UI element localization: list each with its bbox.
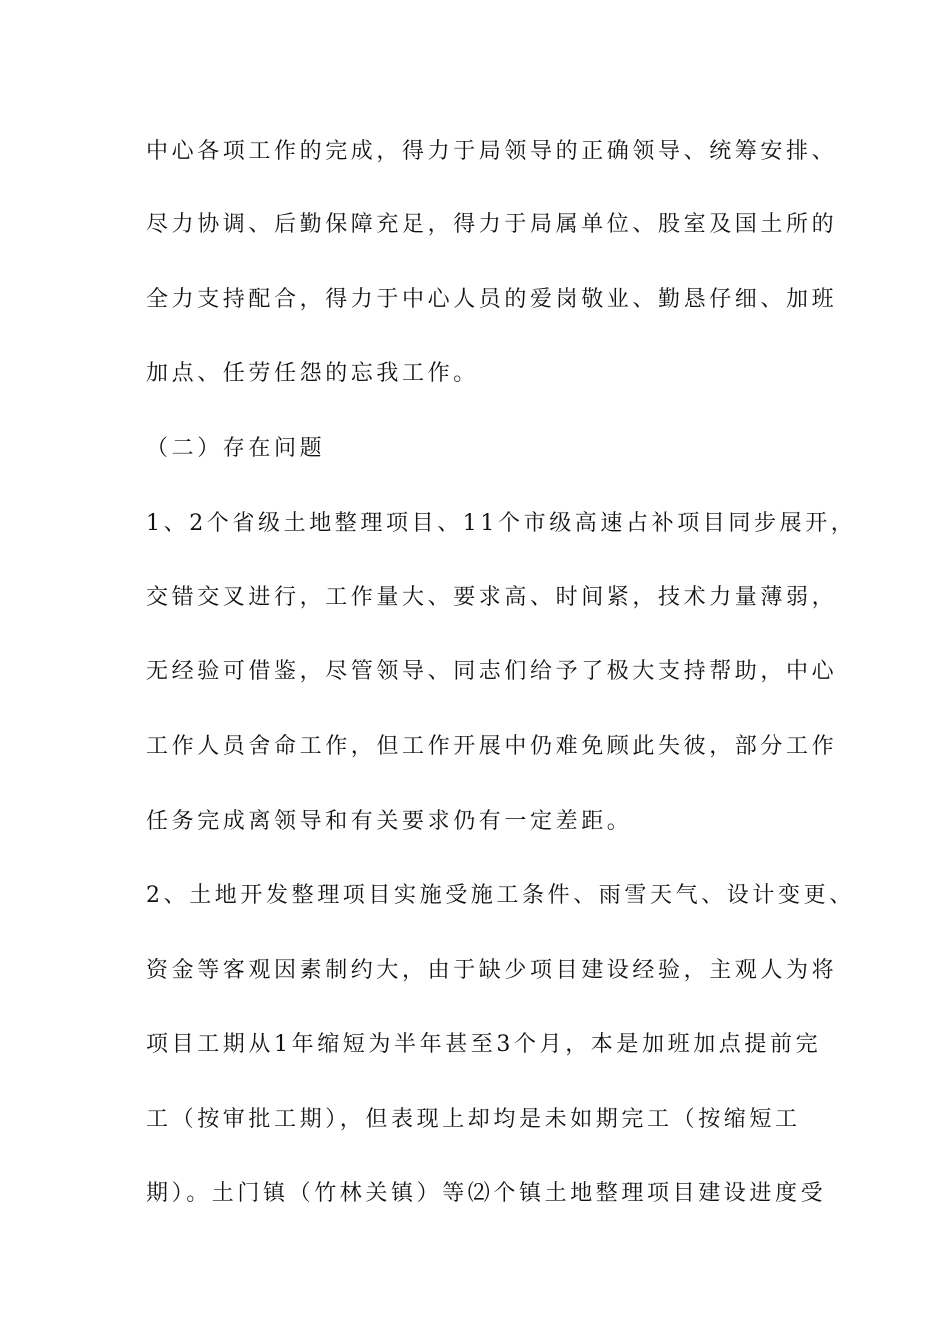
- text-line-11: 2、土地开发整理项目实施受施工条件、雨雪天气、设计变更、: [146, 883, 855, 908]
- text-line-8: 无经验可借鉴，尽管领导、同志们给予了极大支持帮助，中心: [146, 659, 838, 684]
- text-line-14: 工（按审批工期），但表现上却均是未如期完工（按缩短工: [146, 1107, 801, 1132]
- text-line-10: 任务完成离领导和有关要求仍有一定差距。: [146, 809, 633, 834]
- text-line-13: 项目工期从1年缩短为半年甚至3个月，本是加班加点提前完: [146, 1032, 822, 1057]
- text-line-4: 加点、任劳任怨的忘我工作。: [146, 361, 479, 386]
- text-line-2: 尽力协调、后勤保障充足，得力于局属单位、股室及国土所的: [146, 212, 838, 237]
- text-line-7: 交错交叉进行，工作量大、要求高、时间紧，技术力量薄弱，: [146, 585, 838, 610]
- text-line-9: 工作人员舍命工作，但工作开展中仍难免顾此失彼，部分工作: [146, 734, 838, 759]
- text-line-12: 资金等客观因素制约大，由于缺少项目建设经验，主观人为将: [146, 958, 838, 983]
- text-line-1: 中心各项工作的完成，得力于局领导的正确领导、统筹安排、: [146, 139, 838, 164]
- text-line-3: 全力支持配合，得力于中心人员的爱岗敬业、勤恳仔细、加班: [146, 287, 838, 312]
- text-line-6: 1、2个省级土地整理项目、11个市级高速占补项目同步展开，: [146, 511, 857, 536]
- text-line-15: 期）。土门镇（竹林关镇）等⑵个镇土地整理项目建设进度受: [146, 1181, 827, 1206]
- section-heading: （二）存在问题: [146, 436, 326, 461]
